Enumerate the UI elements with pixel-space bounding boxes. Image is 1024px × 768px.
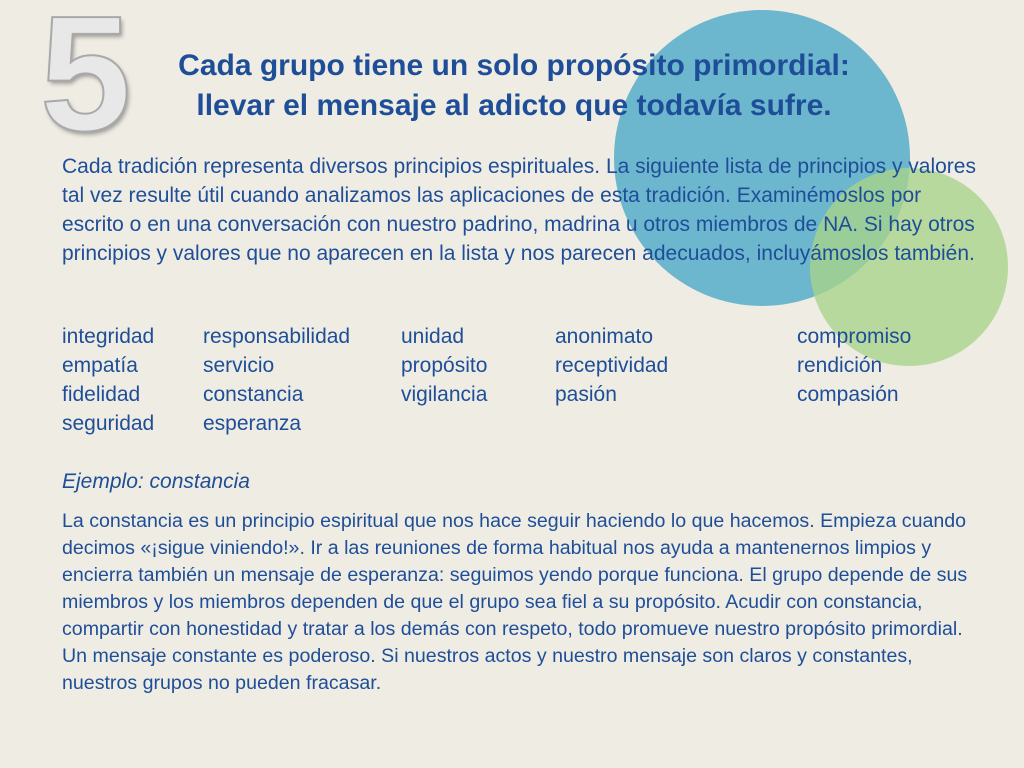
value-item: responsabilidad (203, 325, 351, 348)
values-column-2 (203, 322, 350, 438)
values-column-3 (401, 322, 487, 409)
value-item: compasión (797, 383, 899, 406)
value-item: anonimato (555, 325, 654, 348)
value-item: integridad (62, 325, 155, 348)
example-paragraph: La constancia es un principio espiritual que nos hace seguir haciendo lo que hacemos. Empieza cuando decimos «¡sigue viniendo!». Ir a las reuniones de forma habitual nos ayuda a mantenernos limpios y encierra también un mensaje de esperanza: seguimos yendo porque funciona. El grupo depende de sus miembros y los miembros dependen de que el grupo sea fiel a su propósito. Acudir con constancia, compartir con honestidad y tratar a los demás con respeto, todo promueve nuestro propósito primordial. Un mensaje constante es poderoso. Si nuestros actos y nuestro mensaje son claros y constantes, nuestros grupos no pueden fracasar. (62, 510, 968, 694)
values-column-4 (555, 322, 668, 409)
value-item: vigilancia (401, 383, 488, 406)
values-column-5 (797, 322, 911, 409)
value-item: compromiso (797, 325, 912, 348)
intro-paragraph: Cada tradición representa diversos principios espirituales. La siguiente lista de principios y valores tal vez resulte útil cuando analizamos las aplicaciones de esta tradición. Examinémoslos por escrito o en una conversación con nuestro padrino, madrina u otros miembros de NA. Si hay otros principios y valores que no aparecen en la lista y nos parecen adecuados, incluyámoslos también. (62, 155, 976, 265)
value-item: empatía (62, 354, 138, 377)
value-item: constancia (203, 383, 304, 406)
value-item: rendición (797, 354, 883, 377)
title-line-2: llevar el mensaje al adicto que todavía sufre. (196, 89, 832, 122)
value-item: pasión (555, 383, 617, 406)
value-item: fidelidad (62, 383, 141, 406)
value-item: receptividad (555, 354, 669, 377)
example-heading: Ejemplo: constancia (62, 470, 250, 493)
value-item: esperanza (203, 412, 302, 435)
tradition-number: 5 (40, 0, 132, 165)
title-line-1: Cada grupo tiene un solo propósito primordial: (178, 49, 850, 82)
page-title (114, 46, 914, 126)
value-item: unidad (401, 325, 465, 348)
value-item: seguridad (62, 412, 155, 435)
value-item: propósito (401, 354, 488, 377)
value-item: servicio (203, 354, 275, 377)
values-column-1 (62, 322, 154, 438)
